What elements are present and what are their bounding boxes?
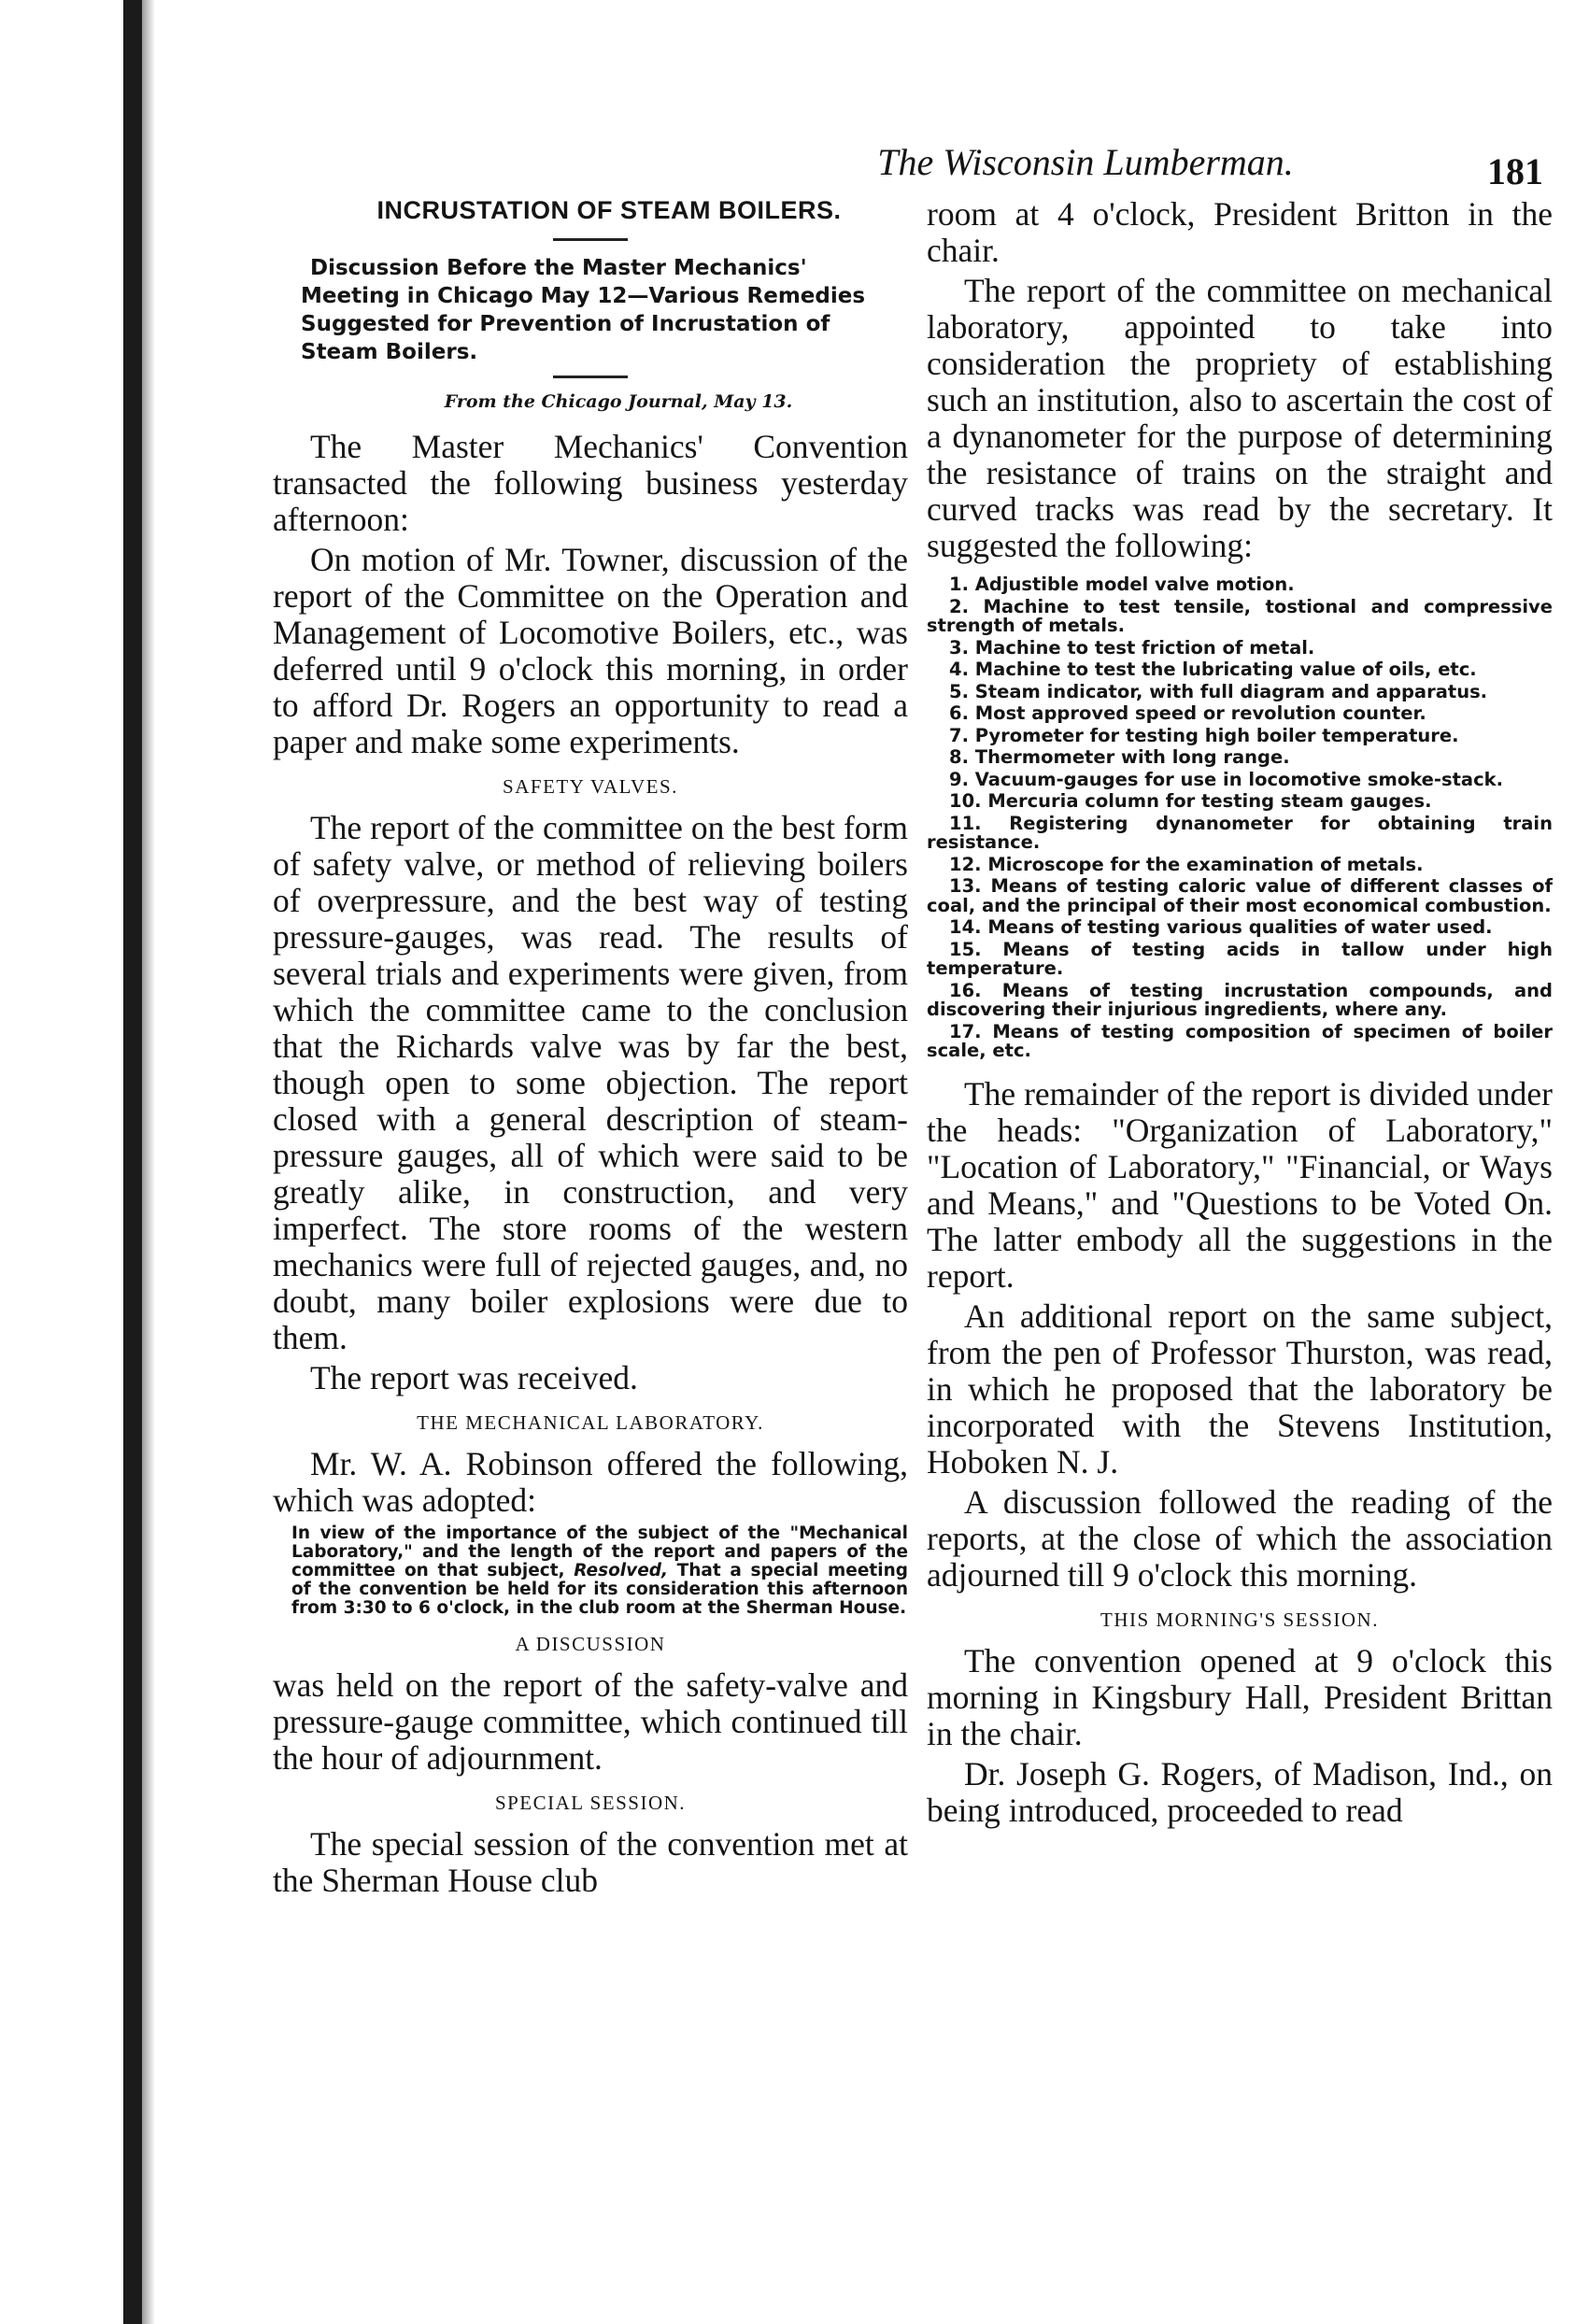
deck-rule [553, 376, 628, 378]
list-item: 3. Machine to test friction of metal. [949, 636, 1315, 659]
paragraph-motion: On motion of Mr. Towner, discussion of the report of the Committee on the Operation and Management of Locomotive Boilers, etc., was deferred until 9 o'clock this morning, in order to afford Dr. Rogers an opportunity to read a paper and make some experiments. [273, 541, 908, 760]
list-item: 9. Vacuum-gauges for use in locomotive smoke-stack. [949, 768, 1503, 790]
paragraph-laboratory-report: The report of the committee on mechanical laboratory, appointed to take into consideration the propriety of establishing such an institution, also to ascertain the cost of a dynanometer for the purpose of determining the resistance of trains on the straight and curved tracks was read by the secretary. It suggested the following: [927, 272, 1553, 564]
resolution-body: That a special meeting of the convention be held for its consideration this afternoon from 3:30 to 6 o'clock, in the club room at the Sherman House. [291, 1561, 908, 1618]
subhead-safety-valves: SAFETY VALVES. [503, 775, 678, 798]
list-item: 2. Machine to test tensile, tostional and compressive strength of metals. [927, 595, 1553, 636]
source-line: From the Chicago Journal, May 13. [444, 391, 793, 412]
paragraph-convention-opened: The convention opened at 9 o'clock this morning in Kingsbury Hall, President Brittan in the chair. [927, 1641, 1553, 1752]
list-item: 11. Registering dynanometer for obtaining train resistance. [927, 812, 1553, 853]
laboratory-items-list [927, 575, 1553, 1061]
list-item: 13. Means of testing caloric value of different classes of coal, and the principal of their most economical combustion. [927, 875, 1553, 916]
page [273, 140, 1562, 2317]
paragraph-intro: The Master Mechanics' Convention transacted the following business yesterday afternoon: [273, 428, 908, 538]
list-item: 16. Means of testing incrustation compounds, and discovering their injurious ingredients, where any. [927, 979, 1553, 1020]
running-head-journal-title: The Wisconsin Lumberman. [877, 141, 1294, 183]
left-column [273, 196, 908, 1903]
list-item: 4. Machine to test the lubricating value of oils, etc. [949, 659, 1477, 680]
paragraph-robinson: Mr. W. A. Robinson offered the following, which was adopted: [273, 1445, 908, 1519]
paragraph-report-received: The report was received. [310, 1359, 638, 1396]
book-spine-edge [123, 0, 142, 2324]
list-item: 7. Pyrometer for testing high boiler temperature. [949, 724, 1459, 746]
subhead-special-session: SPECIAL SESSION. [494, 1792, 687, 1814]
article-headline: INCRUSTATION OF STEAM BOILERS. [376, 196, 842, 224]
gutter-shadow [142, 0, 155, 2324]
paragraph-adjourned: A discussion followed the reading of the reports, at the close of which the association adjourned till 9 o'clock this morning. [927, 1482, 1553, 1594]
resolved-word: Resolved, [574, 1561, 669, 1580]
list-item: 5. Steam indicator, with full diagram and apparatus. [949, 680, 1488, 702]
list-item: 10. Mercuria column for testing steam gauges. [949, 790, 1432, 812]
paragraph-thurston: An additional report on the same subject, from the pen of Professor Thurston, was read, in which he proposed that the laboratory be incorporated with the Stevens Institution, Hoboken N. J. [927, 1297, 1553, 1481]
list-item: 15. Means of testing acids in tallow under high temperature. [927, 938, 1553, 979]
paragraph-continued-room: room at 4 o'clock, President Britton in the chair. [927, 195, 1553, 269]
resolution-preamble: In view of the importance of the subject of the "Mechanical Laboratory," and the length of the report and papers of the committee on that subject, [291, 1523, 908, 1580]
list-item: 14. Means of testing various qualities of water used. [949, 916, 1493, 938]
list-item: 8. Thermometer with long range. [949, 746, 1290, 768]
page-number: 181 [1487, 150, 1543, 192]
article-deck: Discussion Before the Master Mechanics' Meeting in Chicago May 12—Various Remedies Suggested for Prevention of Incrustation of Steam Boilers. [301, 256, 866, 364]
list-item: 17. Means of testing composition of specimen of boiler scale, etc. [927, 1020, 1553, 1061]
list-item: 1. Adjustible model valve motion. [949, 574, 1295, 595]
subhead-morning-session: THIS MORNING'S SESSION. [1100, 1608, 1379, 1631]
paragraph-discussion: was held on the report of the safety-valve and pressure-gauge committee, which continued till the hour of adjournment. [273, 1666, 908, 1777]
list-item: 12. Microscope for the examination of metals. [949, 853, 1424, 875]
resolution-text [291, 1524, 908, 1618]
paragraph-special-session: The special session of the convention met at the Sherman House club [273, 1825, 908, 1899]
paragraph-remainder: The remainder of the report is divided under the heads: "Organization of Laboratory," "Location of Laboratory," "Financial, or Ways and Means," and "Questions to be Voted On. The latter embody all the suggestions in the report. [927, 1074, 1553, 1295]
paragraph-safety-report: The report of the committee on the best form of safety valve, or method of relieving boilers of overpressure, and the best way of testing pressure-gauges, was read. The results of several trials and experiments were given, from which the committee came to the conclusion that the Richards valve was by far the best, though open to some objection. The report closed with a general description of steam-pressure gauges, all of which were said to be greatly alike, in construction, and very imperfect. The store rooms of the western mechanics were full of rejected gauges, and, no doubt, many boiler explosions were due to them. [273, 809, 908, 1356]
right-column [927, 196, 1553, 1833]
list-item: 6. Most approved speed or revolution counter. [949, 702, 1426, 724]
subhead-mechanical-laboratory: THE MECHANICAL LABORATORY. [417, 1411, 764, 1434]
subhead-a-discussion: A DISCUSSION [515, 1633, 666, 1655]
headline-rule [553, 238, 628, 241]
paragraph-rogers: Dr. Joseph G. Rogers, of Madison, Ind., on being introduced, proceeded to read [927, 1754, 1553, 1829]
